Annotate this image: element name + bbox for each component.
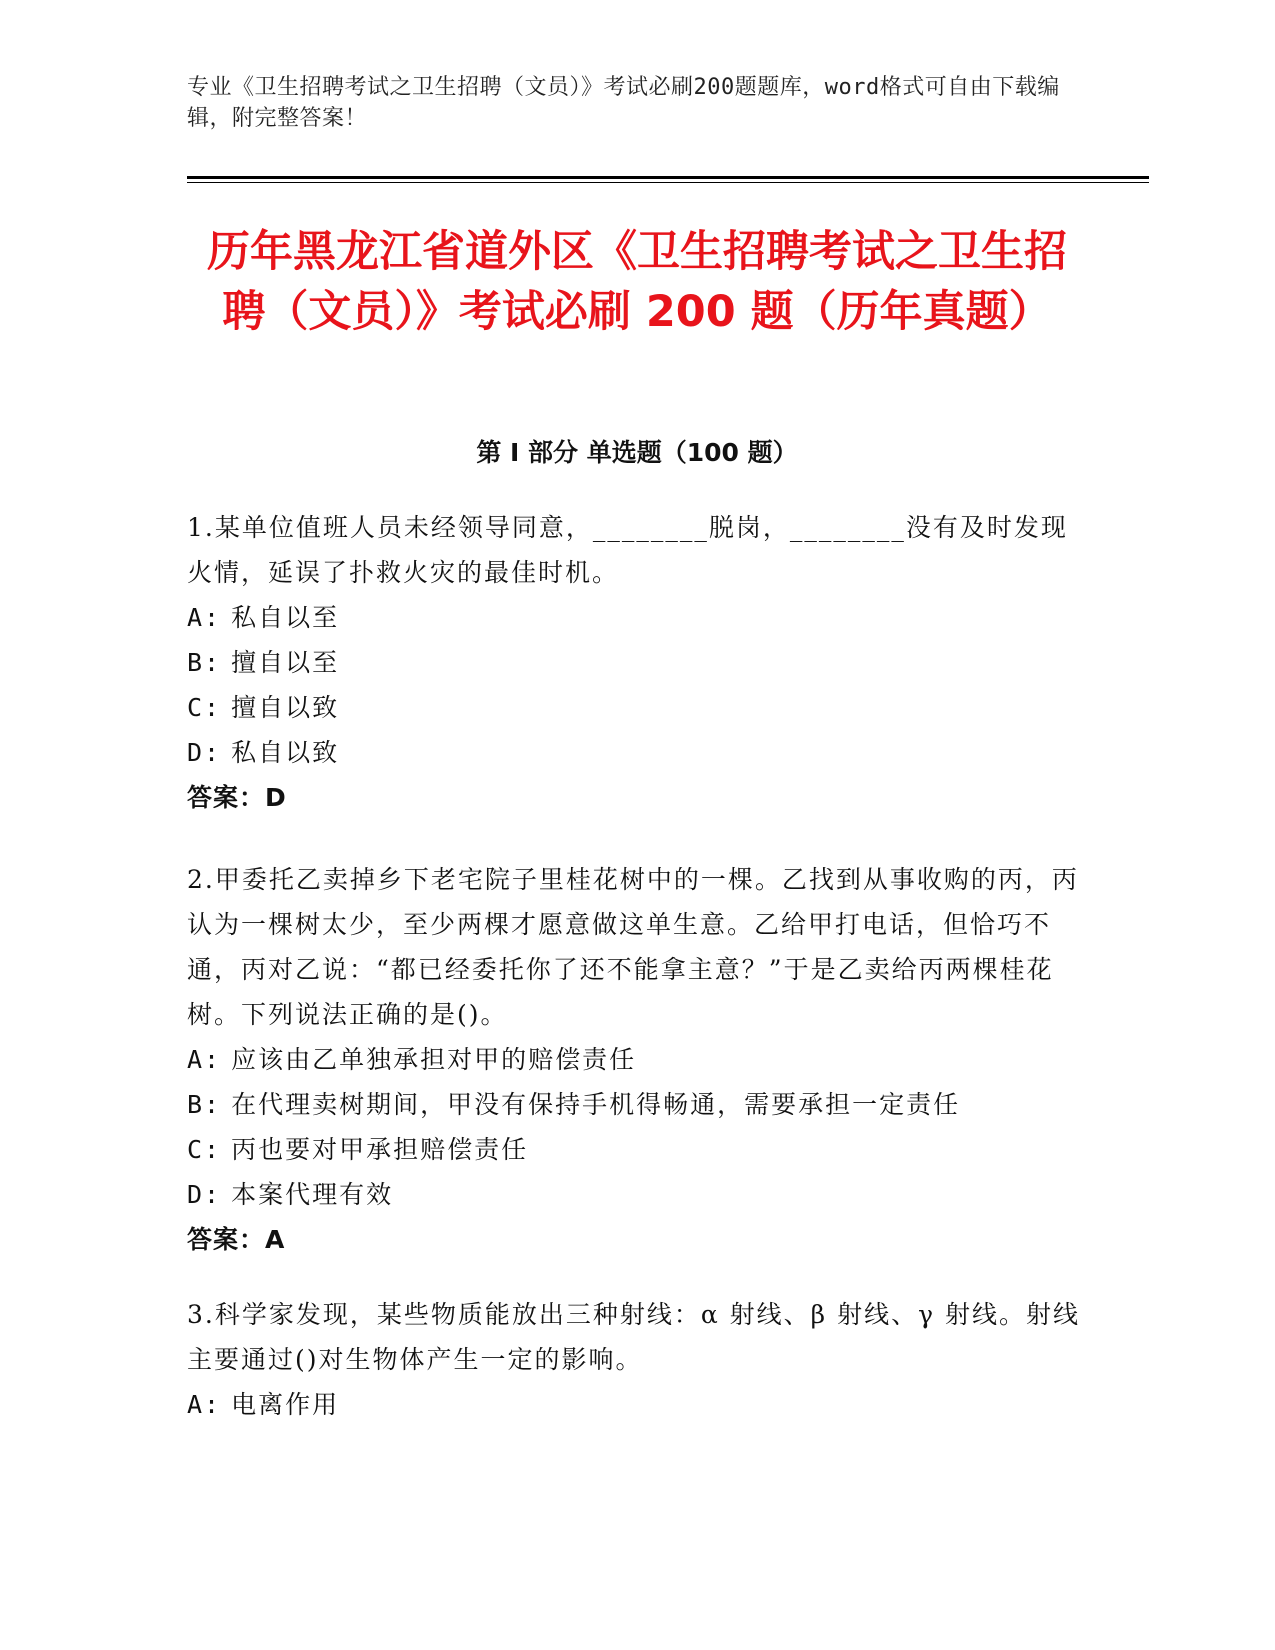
option-text: 电离作用 [231,1390,340,1419]
option-letter: A: [187,1045,222,1074]
question-1 [187,505,1087,820]
option-letter: A: [187,603,222,632]
option-text: 在代理卖树期间，甲没有保持手机得畅通，需要承担一定责任 [231,1090,961,1119]
header-divider-thick [187,176,1149,179]
section-title: 第 I 部分 单选题（100 题） [476,438,798,467]
option-a [187,1037,1087,1082]
document-title: 历年黑龙江省道外区《卫生招聘考试之卫生招聘（文员）》考试必刷 200 题（历年真题） [207,227,1067,337]
question-stem: 3.科学家发现，某些物质能放出三种射线：α 射线、β 射线、γ 射线。射线主要通过()对生物体产生一定的影响。 [187,1300,1080,1374]
option-c [187,685,1087,730]
option-letter: C: [187,693,222,722]
option-letter: B: [187,648,222,677]
header-divider-thin [187,182,1149,183]
option-d [187,1172,1087,1217]
answer-label: 答案：A [187,1225,286,1254]
option-letter: D: [187,1180,222,1209]
option-c [187,1127,1087,1172]
option-a [187,595,1087,640]
option-b [187,1082,1087,1127]
header-note: 专业《卫生招聘考试之卫生招聘（文员）》考试必刷200题题库，word格式可自由下载编辑，附完整答案！ [187,75,1060,131]
option-letter: B: [187,1090,222,1119]
option-letter: C: [187,1135,222,1164]
question-2 [187,857,1087,1262]
option-d [187,730,1087,775]
option-text: 本案代理有效 [231,1180,394,1209]
question-stem: 1.某单位值班人员未经领导同意，________脱岗，________没有及时发现火情，延误了扑救火灾的最佳时机。 [187,513,1068,587]
option-letter: D: [187,738,222,767]
question-stem: 2.甲委托乙卖掉乡下老宅院子里桂花树中的一棵。乙找到从事收购的丙，丙认为一棵树太少，至少两棵才愿意做这单生意。乙给甲打电话，但恰巧不通，丙对乙说：“都已经委托你了还不能拿主意？”于是乙卖给丙两棵桂花树。下列说法正确的是()。 [187,865,1079,1029]
option-text: 擅自以致 [231,693,340,722]
option-text: 私自以至 [231,603,340,632]
option-text: 丙也要对甲承担赔偿责任 [231,1135,529,1164]
option-text: 私自以致 [231,738,340,767]
option-letter: A: [187,1390,222,1419]
option-text: 擅自以至 [231,648,340,677]
option-b [187,640,1087,685]
option-text: 应该由乙单独承担对甲的赔偿责任 [231,1045,637,1074]
option-a [187,1382,1087,1427]
question-3 [187,1292,1087,1427]
answer-label: 答案：D [187,783,287,812]
